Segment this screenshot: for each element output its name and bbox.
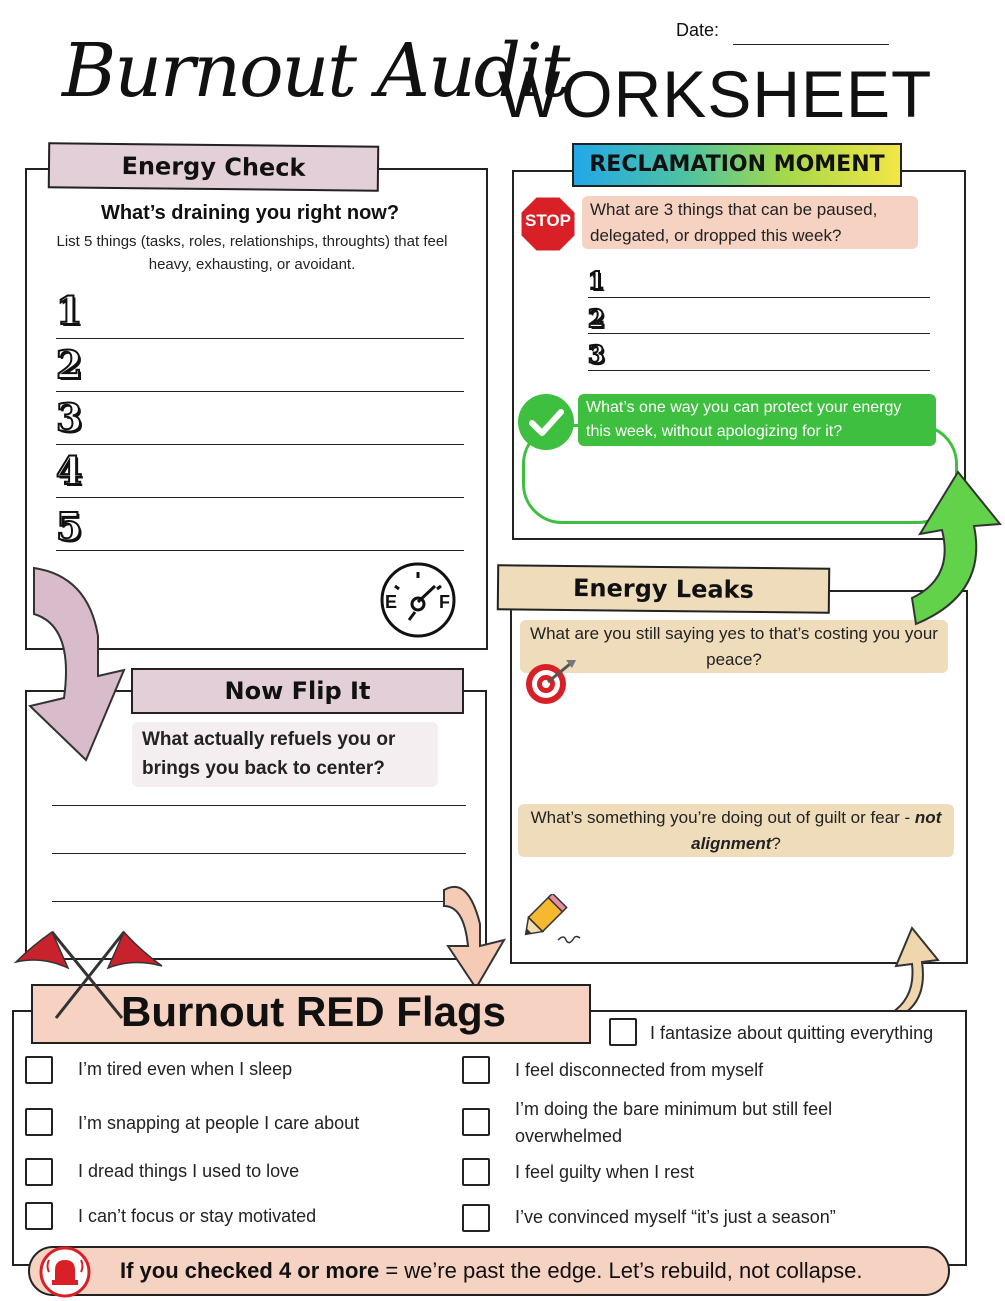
energy-item-line[interactable] [56, 497, 464, 498]
energy-item-number: 3 [56, 395, 83, 440]
energy-leaks-heading: Energy Leaks [497, 564, 830, 613]
reclamation-item-number: 3 [588, 340, 605, 369]
red-flag-checkbox[interactable] [25, 1158, 53, 1186]
energy-item-number: 1 [56, 288, 83, 333]
gauge-full-label: F [439, 592, 450, 612]
stop-sign-icon [518, 194, 578, 254]
pencil-icon [520, 894, 584, 950]
red-flag-checkbox[interactable] [462, 1158, 490, 1186]
checkmark-icon [516, 392, 576, 452]
reclamation-item-line[interactable] [588, 370, 930, 371]
reclamation-heading: RECLAMATION MOMENT [572, 143, 902, 187]
date-underline [733, 44, 889, 45]
guilt-question-text: What’s something you’re doing out of guilt or fear [530, 808, 900, 827]
energy-check-instructions: List 5 things (tasks, roles, relationships, throughts) that feel heavy, exhausting, or avoidant. [56, 233, 448, 274]
fuel-gauge-icon [375, 558, 461, 638]
red-flags-icon [12, 922, 164, 1022]
now-flip-it-heading: Now Flip It [131, 668, 464, 714]
date-field[interactable] [676, 20, 891, 48]
reclamation-item-line[interactable] [588, 333, 930, 334]
energy-item-number: 4 [56, 448, 83, 493]
energy-item-line[interactable] [56, 550, 464, 551]
red-flag-checkbox[interactable] [462, 1056, 490, 1084]
red-flag-checkbox[interactable] [25, 1202, 53, 1230]
reclamation-item-number: 2 [588, 304, 605, 333]
target-icon [522, 658, 578, 706]
red-flag-label: I’m snapping at people I care about [78, 1113, 360, 1133]
energy-item-line[interactable] [56, 338, 464, 339]
footer-text [120, 1258, 950, 1284]
red-flag-checkbox[interactable] [25, 1108, 53, 1136]
red-flag-label: I feel disconnected from myself [515, 1060, 764, 1080]
red-flags-title: Burnout RED Flags [121, 988, 506, 1035]
title-script: Burnout Audit [62, 28, 569, 114]
energy-item-number: 5 [56, 504, 83, 549]
footer-bold: If you checked 4 or more [120, 1258, 380, 1283]
peach-arrow-icon [440, 876, 510, 992]
footer-rest: = we’re past the edge. Let’s rebuild, not collapse. [379, 1258, 863, 1283]
date-label: Date: [676, 20, 720, 40]
red-flag-label: I feel guilty when I rest [515, 1162, 695, 1182]
reclamation-question-paused: What are 3 things that can be paused, delegated, or dropped this week? [582, 196, 918, 249]
red-flag-label: I fantasize about quitting everything [650, 1023, 934, 1043]
red-flag-checkbox[interactable] [25, 1056, 53, 1084]
red-flags-footer [28, 1246, 950, 1296]
stop-text: STOP [525, 211, 571, 230]
energy-leaks-question-guilt [518, 804, 954, 857]
guilt-question-emphasis: not alignment [691, 808, 942, 853]
energy-check-heading: Energy Check [48, 142, 379, 191]
energy-leaks-question-yes: What are you still saying yes to that’s costing you your peace? [520, 620, 948, 673]
reclamation-item-line[interactable] [588, 297, 930, 298]
title-caps: WORKSHEET [498, 57, 933, 131]
alarm-icon [38, 1246, 92, 1298]
refuel-answer-line[interactable] [52, 901, 466, 902]
red-flag-checkbox[interactable] [462, 1204, 490, 1232]
energy-item-line[interactable] [56, 444, 464, 445]
red-flag-label: I’ve convinced myself “it’s just a season” [515, 1207, 836, 1227]
tan-arrow-icon [882, 924, 942, 1020]
now-flip-it-question: What actually refuels you or brings you back to center? [132, 722, 438, 787]
red-flag-label: I’m tired even when I sleep [78, 1059, 293, 1079]
mauve-arrow-icon [28, 566, 140, 766]
red-flag-label: I can’t focus or stay motivated [78, 1206, 317, 1226]
red-flag-label: I’m doing the bare minimum but still feel overwhelmed [515, 1099, 833, 1146]
energy-item-number: 2 [56, 342, 83, 387]
energy-item-line[interactable] [56, 391, 464, 392]
guilt-question-dash: - [899, 808, 915, 827]
refuel-answer-line[interactable] [52, 853, 466, 854]
gauge-empty-label: E [385, 592, 398, 612]
green-arrow-icon [906, 470, 1002, 630]
red-flag-checkbox[interactable] [609, 1018, 637, 1046]
energy-check-question: What’s draining you right now? [100, 202, 400, 224]
reclamation-item-number: 1 [588, 266, 605, 295]
refuel-answer-line[interactable] [52, 805, 466, 806]
red-flag-label: I dread things I used to love [78, 1161, 300, 1181]
guilt-question-end: ? [771, 833, 781, 853]
red-flag-checkbox[interactable] [462, 1108, 490, 1136]
protect-energy-question: What’s one way you can protect your energy this week, without apologizing for it? [578, 394, 936, 446]
